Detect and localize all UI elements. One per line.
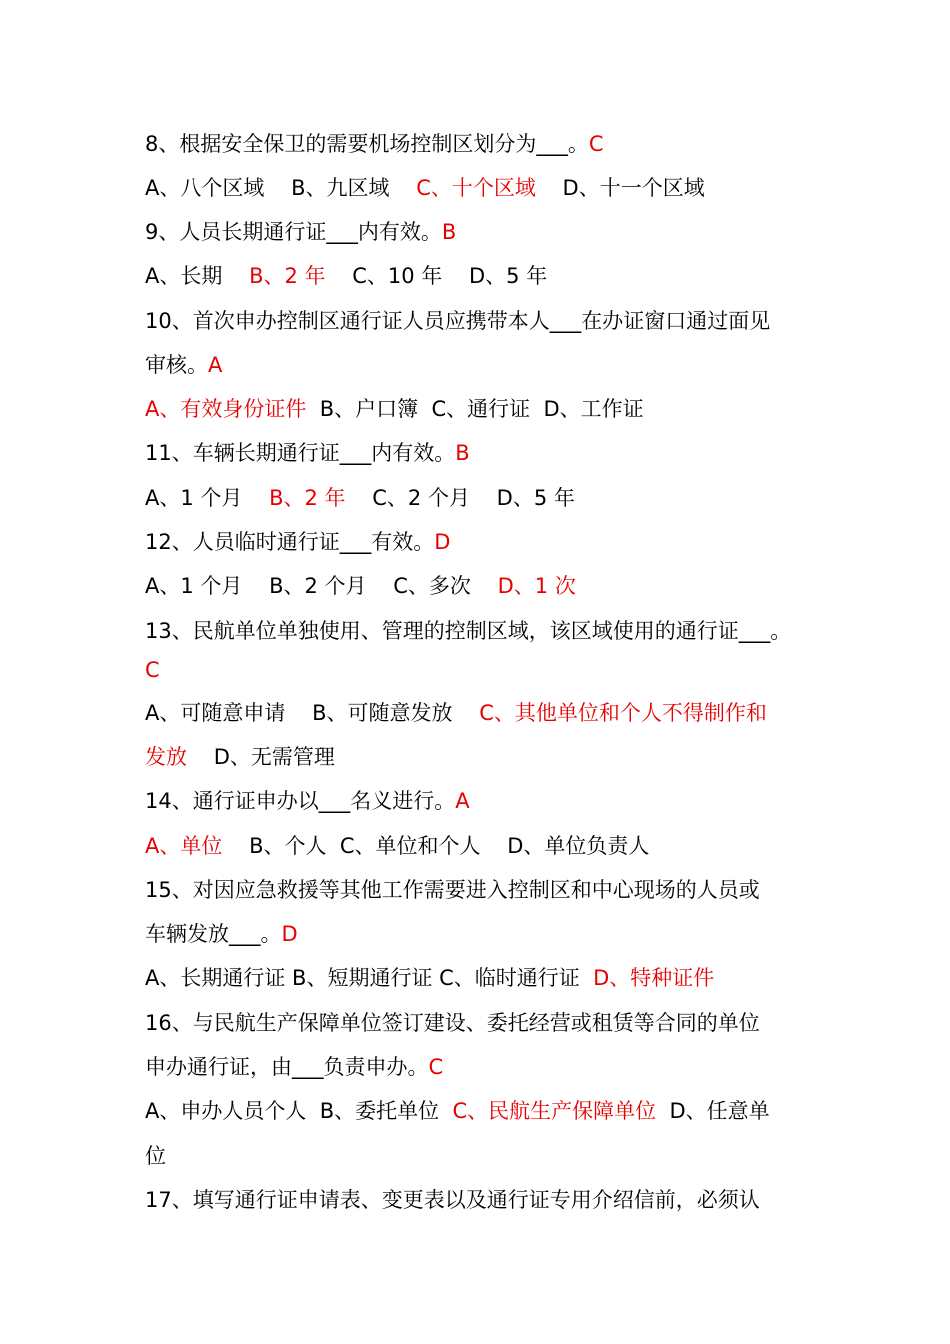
correct-option: C、十个区域 <box>416 176 536 200</box>
question-9: 9、人员长期通行证___内有效。B <box>145 220 457 244</box>
answer-key: B <box>455 441 470 465</box>
answer-key: A <box>208 353 223 377</box>
question-15-cont: 车辆发放___。D <box>145 922 298 946</box>
answer-key: A <box>455 789 470 813</box>
question-8: 8、根据安全保卫的需要机场控制区划分为___。C <box>145 132 604 156</box>
options-15: A、长期通行证 B、短期通行证 C、临时通行证 D、特种证件 <box>145 966 715 990</box>
question-10: 10、首次申办控制区通行证人员应携带本人___在办证窗口通过面见 <box>145 309 771 333</box>
options-14: A、单位 B、个人 C、单位和个人 D、单位负责人 <box>145 834 650 858</box>
question-17: 17、填写通行证申请表、变更表以及通行证专用介绍信前，必须认 <box>145 1188 760 1212</box>
question-16-cont: 申办通行证，由___负责申办。C <box>145 1055 444 1079</box>
question-10-cont: 审核。A <box>145 353 223 377</box>
options-9: A、长期 B、2 年 C、10 年 D、5 年 <box>145 264 548 288</box>
question-14: 14、通行证申办以___名义进行。A <box>145 789 470 813</box>
options-12: A、1 个月 B、2 个月 C、多次 D、1 次 <box>145 574 576 598</box>
correct-option: B、2 年 <box>249 264 326 288</box>
question-16: 16、与民航生产保障单位签订建设、委托经营或租赁等合同的单位 <box>145 1011 760 1035</box>
correct-option-cont: 发放 <box>145 745 187 769</box>
options-8: A、八个区域 B、九区域 C、十个区域 D、十一个区域 <box>145 176 705 200</box>
options-11: A、1 个月 B、2 年 C、2 个月 D、5 年 <box>145 486 575 510</box>
options-13: A、可随意申请 B、可随意发放 C、其他单位和个人不得制作和 <box>145 701 767 725</box>
question-13: 13、民航单位单独使用、管理的控制区域，该区域使用的通行证___。 <box>145 619 792 643</box>
answer-key: C <box>428 1055 444 1079</box>
question-12: 12、人员临时通行证___有效。D <box>145 530 451 554</box>
correct-option: D、1 次 <box>497 574 576 598</box>
correct-option: B、2 年 <box>269 486 346 510</box>
options-13-cont: 发放 D、无需管理 <box>145 745 335 769</box>
correct-option: D、特种证件 <box>593 966 715 990</box>
options-10: A、有效身份证件 B、户口簿 C、通行证 D、工作证 <box>145 397 644 421</box>
correct-option: C、民航生产保障单位 <box>452 1099 657 1123</box>
answer-key: D <box>434 530 451 554</box>
question-13-cont <box>145 660 160 681</box>
correct-option: A、有效身份证件 <box>145 397 307 421</box>
question-11: 11、车辆长期通行证___内有效。B <box>145 441 470 465</box>
options-16: A、申办人员个人 B、委托单位 C、民航生产保障单位 D、任意单 <box>145 1099 770 1123</box>
correct-option: A、单位 <box>145 834 223 858</box>
options-16-cont: 位 <box>145 1144 166 1168</box>
answer-key: B <box>441 220 457 244</box>
answer-key: C <box>588 132 604 156</box>
correct-option: C、其他单位和个人不得制作和 <box>479 701 767 725</box>
answer-key: D <box>281 922 298 946</box>
answer-key: C <box>145 658 160 682</box>
question-15: 15、对因应急救援等其他工作需要进入控制区和中心现场的人员或 <box>145 878 760 902</box>
